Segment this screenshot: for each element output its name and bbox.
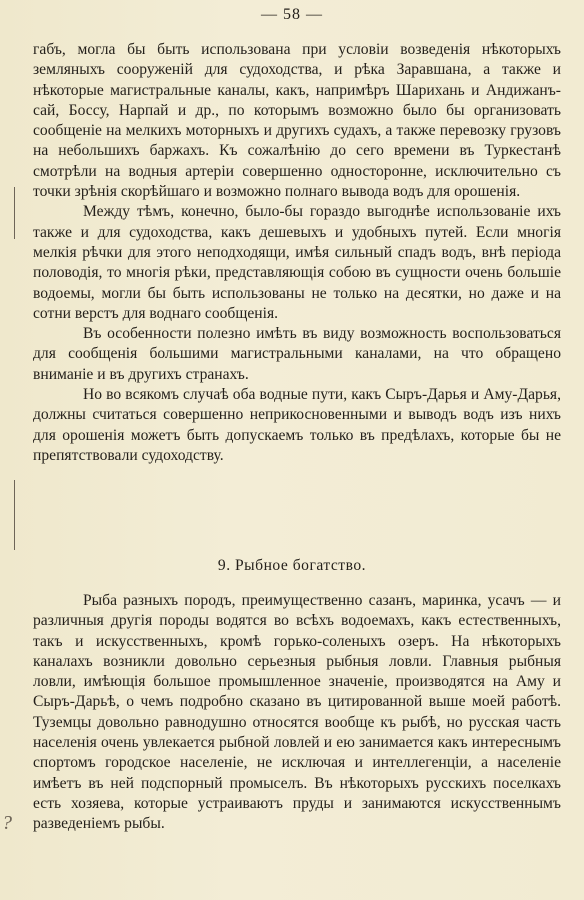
margin-note: ? <box>2 812 12 834</box>
section-heading: 9. Рыбное богатство. <box>217 557 367 574</box>
body-text-top <box>33 40 561 466</box>
page-number: — 58 — <box>261 6 323 23</box>
margin-line-mark <box>14 187 15 239</box>
paragraph: габъ, могла бы быть использована при условіи возведенія нѣкоторыхъ земляныхъ сооруженій для судоходства, и рѣка Заравшана, а также и нѣкоторые магистральные каналы, какъ, напримѣръ Шарихань и Андижанъ-сай, Боссу, Нарпай и др., по которымъ возможно было бы организовать сообщеніе на мелкихъ моторныхъ и другихъ судахъ, а также перевозку грузовъ на небольшихъ баржахъ. Къ сожалѣнію до сего времени въ Туркестанѣ смотрѣли на водныя артеріи совершенно односторонне, исключительно съ точки зрѣнія скорѣйшаго и возможно полнаго вывода водъ для орошенія. <box>33 41 561 201</box>
paragraph: Рыба разныхъ породъ, преимущественно сазанъ, маринка, усачъ — и различныя другія породы водятся во всѣхъ водоемахъ, какъ естественныхъ, такъ и искусственныхъ, кромѣ горько-соленыхъ озеръ. На нѣкоторыхъ каналахъ возникли довольно серьезныя рыбныя ловли. Главныя рыбныя ловли, имѣющія большое промышленное значеніе, производятся на Аму и Сыръ-Дарьѣ, о чемъ подробно сказано въ цитированной выше моей работѣ. Туземцы довольно равнодушно относятся вообще къ рыбѣ, но русская часть населенія очень увлекается рыбной ловлей и ею занимается какъ интереснымъ спортомъ городское населеніе, не исключая и интеллегенціи, а населеніе имѣетъ въ ней подспорный промыселъ. Въ нѣкоторыхъ русскихъ поселкахъ есть хозяева, которые устраиваютъ пруды и занимаются искусственнымъ разведеніемъ рыбы. <box>33 592 561 833</box>
paragraph: Но во всякомъ случаѣ оба водные пути, какъ Сыръ-Дарья и Аму-Дарья, должны считаться совершенно неприкосновенными и выводъ водъ изъ нихъ для орошенія можетъ быть допускаемъ только въ предѣлахъ, которые бы не препятствовали судоходству. <box>33 386 561 464</box>
body-text-bottom <box>33 591 561 835</box>
paragraph: Въ особенности полезно имѣть въ виду возможность воспользоваться для сообщенія большими магистральными каналами, на что обращено вниманіе и въ другихъ странахъ. <box>33 325 561 383</box>
paragraph: Между тѣмъ, конечно, было-бы гораздо выгоднѣе использованіе ихъ также и для судоходства, какъ дешевыхъ и удобныхъ путей. Если многія мелкія рѣчки для этого неподходящи, имѣя сильный спадъ водъ, внѣ періода половодія, то многія рѣки, представляющія собою въ сущности очень большіе водоемы, могли бы быть использованы не только на десятки, но даже и на сотни верстъ для воднаго сообщенія. <box>33 203 561 322</box>
margin-line-mark <box>14 480 15 550</box>
